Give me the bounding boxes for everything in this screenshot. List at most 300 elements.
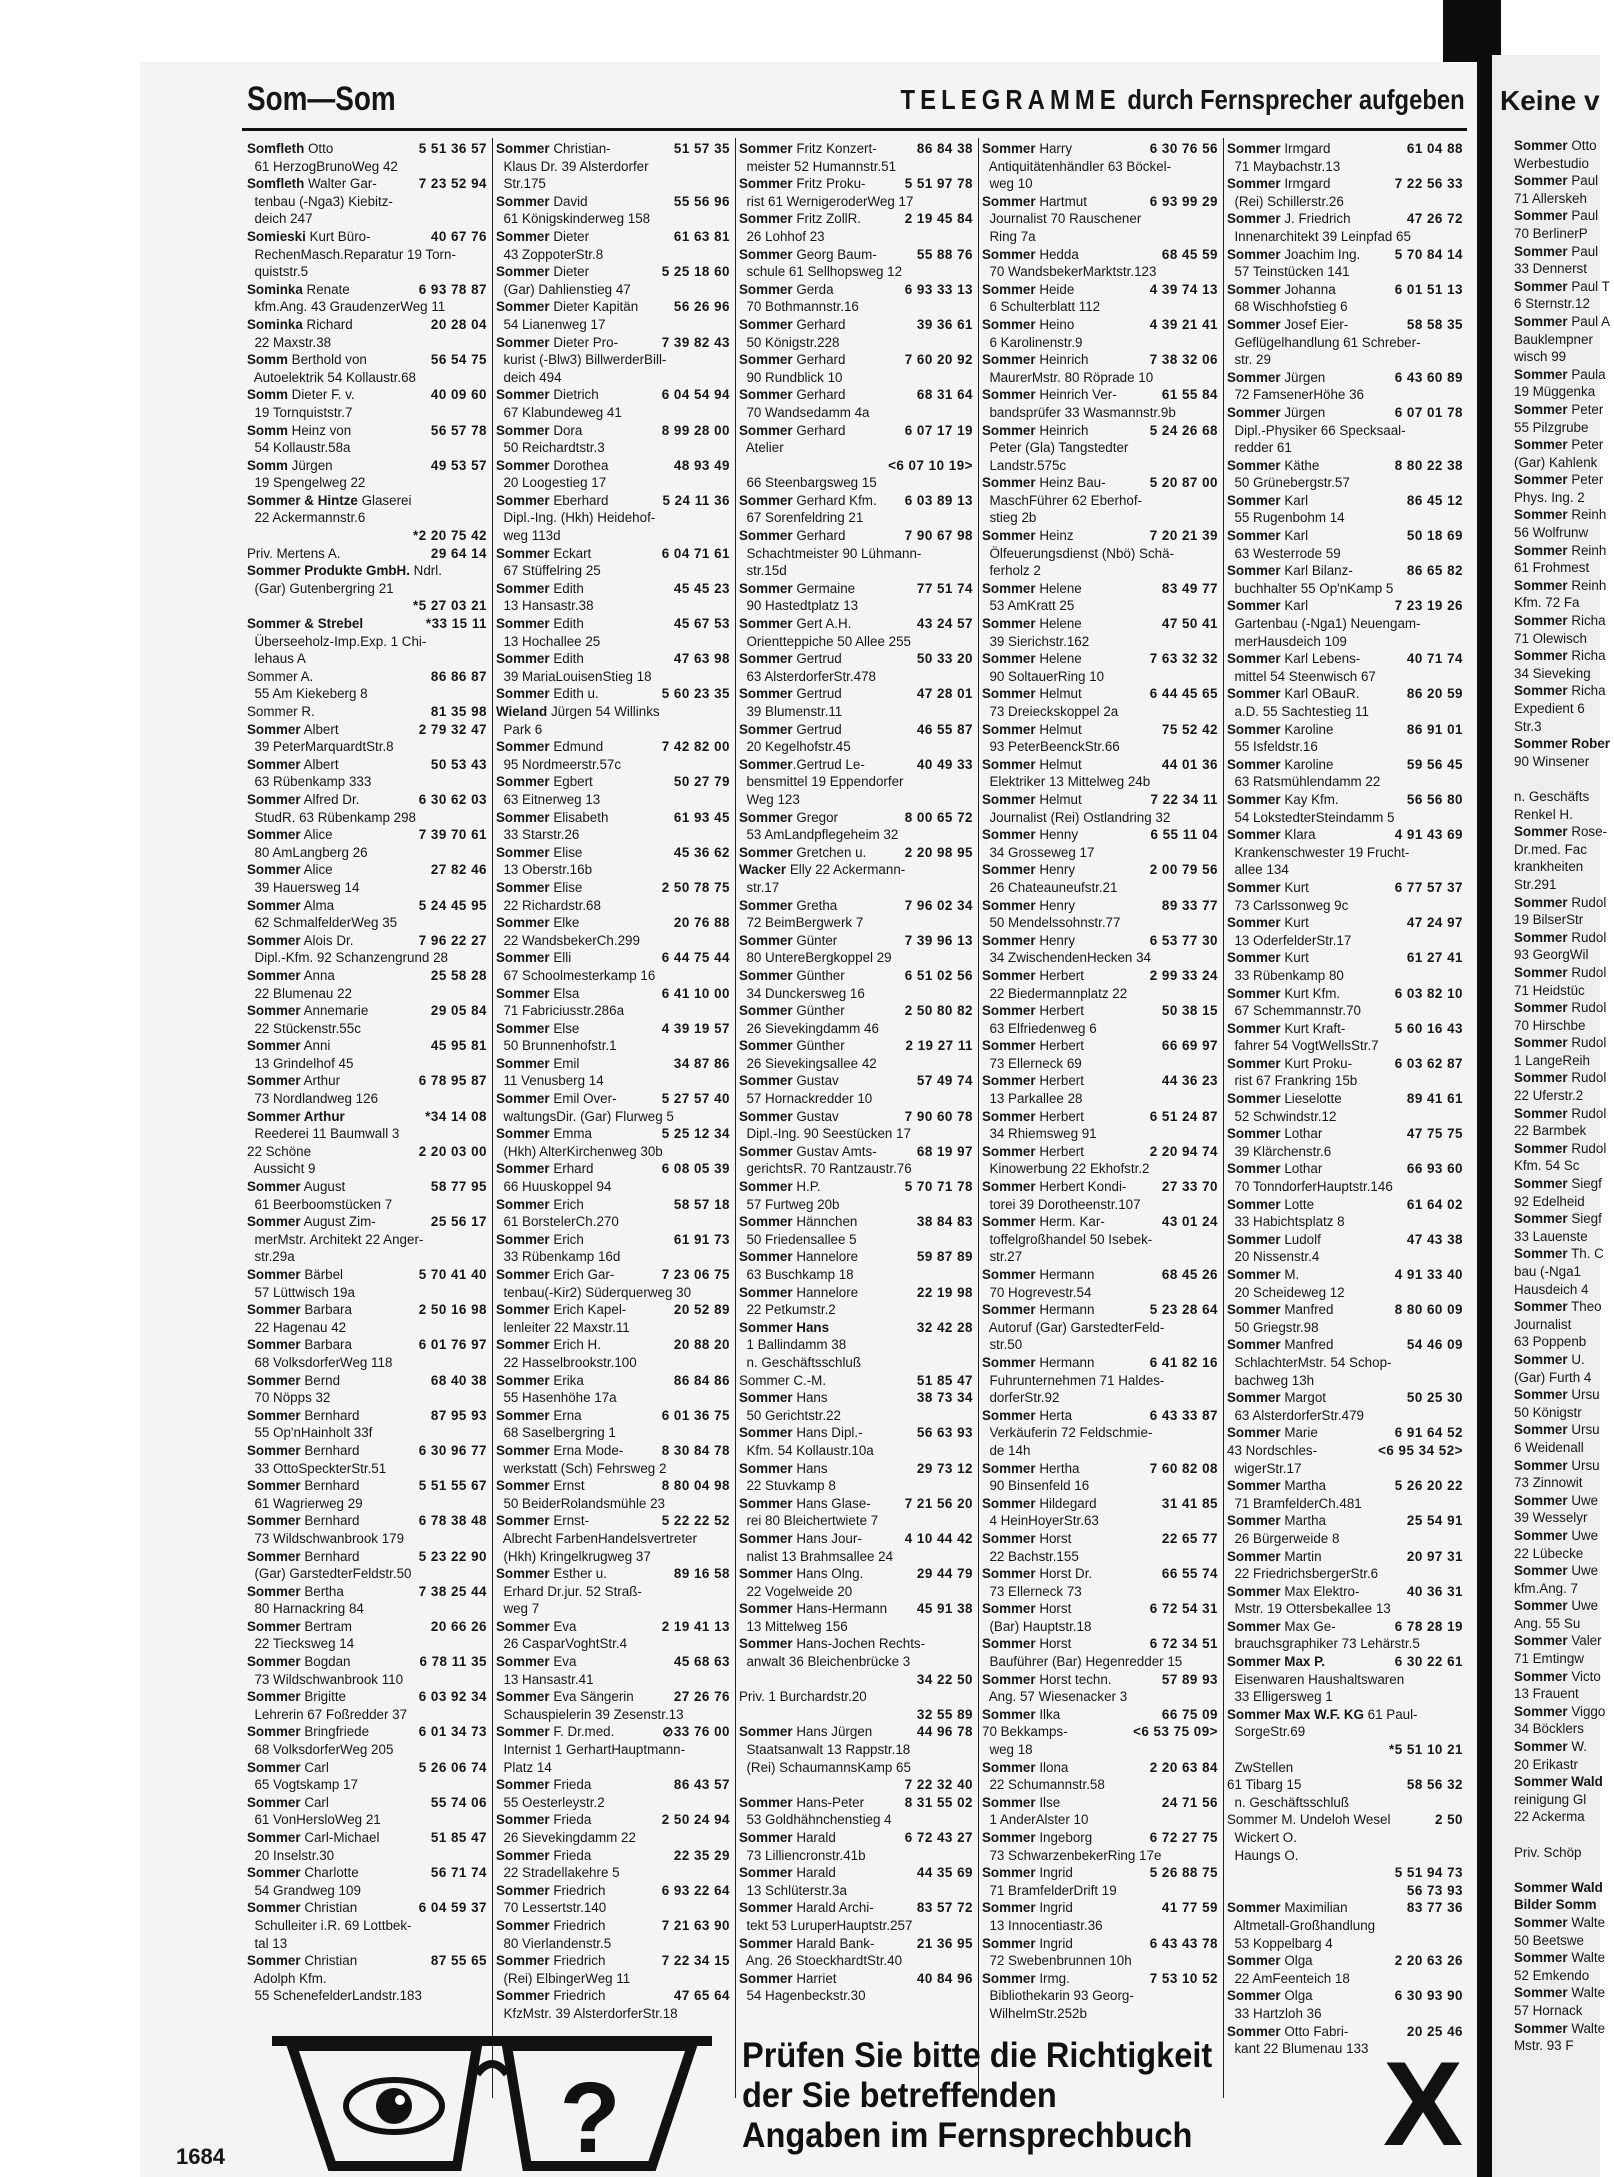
- phone-number: <6 95 34 52>: [1378, 1442, 1463, 1458]
- entry-address-line: 53 Goldhähnchenstieg 4: [739, 1812, 892, 1828]
- adjacent-entry-line: [1514, 1386, 1614, 1404]
- adjacent-surname: Sommer: [1514, 1563, 1568, 1579]
- entry-address-line: Klaus Dr. 39 Alsterdorfer: [496, 158, 649, 174]
- entry-details: Albert: [300, 721, 339, 737]
- adjacent-text: (Gar) Furth 4: [1514, 1369, 1592, 1385]
- adjacent-entry-line: [1514, 682, 1614, 700]
- phone-number: 5 26 06 74: [418, 1759, 487, 1775]
- entry-surname: Sommer: [739, 967, 793, 983]
- directory-entry: [247, 1688, 487, 1723]
- entry-details: Bernhard: [300, 1407, 360, 1423]
- entry-details: Edith: [549, 651, 584, 667]
- phone-number: 5 25 12 34: [661, 1126, 730, 1142]
- entry-address-line: rist 67 Frankring 15b: [1227, 1073, 1358, 1089]
- phone-number: 6 77 57 37: [1394, 879, 1463, 895]
- adjacent-entry-line: [1514, 436, 1614, 454]
- entry-address-line: 22 Maxstr.38: [247, 334, 332, 350]
- entry-address-line: tal 13: [247, 1935, 288, 1951]
- entry-address-line: 80 UntereBergkoppel 29: [739, 950, 892, 966]
- directory-entry: [496, 1512, 730, 1565]
- entry-address-line: 73 Carlssonweg 9c: [1227, 897, 1349, 913]
- entry-details: Henry: [1035, 897, 1076, 913]
- adjacent-entry-line: [1514, 454, 1614, 472]
- phone-number: 21 36 95: [916, 1935, 973, 1951]
- adjacent-entry-line: [1514, 1826, 1614, 1844]
- entry-surname: Sommer: [496, 228, 550, 244]
- entry-details: Herbert: [1035, 1003, 1084, 1019]
- phone-number: 6 51 24 87: [1149, 1108, 1218, 1124]
- entry-details: Erich H.: [549, 1337, 601, 1353]
- adjacent-text: Theo: [1567, 1299, 1602, 1315]
- phone-number: 44 36 23: [1161, 1073, 1218, 1089]
- adjacent-entry-line: [1514, 1474, 1614, 1492]
- entry-details: Maximilian: [1280, 1900, 1348, 1916]
- phone-number: 2 00 79 56: [1149, 862, 1218, 878]
- entry-address-line: buchhalter 55 Op'nKamp 5: [1227, 580, 1394, 596]
- directory-entry: [496, 914, 730, 949]
- phone-number: 43 01 24: [1161, 1214, 1218, 1230]
- entry-details: Ingrid: [1035, 1900, 1073, 1916]
- phone-number: 29 64 14: [430, 545, 487, 561]
- column-divider: [735, 138, 736, 2098]
- adjacent-surname: Sommer: [1514, 683, 1568, 699]
- entry-details: Ingrid: [1035, 1865, 1073, 1881]
- entry-address-line: 26 Sievekingdamm 22: [496, 1830, 636, 1845]
- directory-entry: [1227, 1336, 1463, 1389]
- directory-entry: [496, 879, 730, 914]
- entry-address-line: 26 CasparVoghtStr.4: [496, 1636, 628, 1652]
- directory-entry: [982, 246, 1218, 281]
- entry-details: Christian: [300, 1900, 358, 1916]
- telegram-rest: durch Fernsprecher aufgeben: [1121, 84, 1465, 115]
- phone-number: 47 28 01: [916, 686, 973, 702]
- entry-details: Edmund: [549, 739, 604, 755]
- entry-surname: Sommer: [496, 739, 550, 755]
- entry-surname: Sommer: [739, 352, 793, 368]
- adjacent-surname: Sommer Wald: [1514, 1774, 1603, 1790]
- adjacent-text: 71 Emtingw: [1514, 1651, 1584, 1667]
- entry-surname: Sommer: [247, 1830, 301, 1845]
- entry-surname: Sommer: [247, 721, 301, 737]
- directory-column-2: [496, 140, 730, 2100]
- entry-surname: Sommer: [739, 387, 793, 403]
- entry-details: Helene: [1035, 616, 1082, 632]
- entry-details: Carl: [300, 1794, 329, 1810]
- directory-entry: [1227, 879, 1463, 914]
- adjacent-text: Ursu: [1567, 1457, 1600, 1473]
- entry-details: Olga: [1280, 1953, 1313, 1969]
- adjacent-entry-line: [1514, 1457, 1614, 1475]
- entry-details: Heino: [1035, 316, 1075, 332]
- phone-number: 47 43 38: [1406, 1231, 1463, 1247]
- adjacent-entry-line: [1514, 278, 1614, 296]
- directory-entry: [982, 791, 1218, 826]
- entry-details: Karl: [1280, 598, 1309, 614]
- column-divider: [978, 138, 979, 2098]
- adjacent-text: [1514, 1827, 1518, 1842]
- entry-details: Ernst-: [549, 1513, 590, 1529]
- phone-number: 56 73 93: [1406, 1882, 1463, 1898]
- entry-details: Heinz Bau-: [1035, 475, 1106, 491]
- entry-surname: Sommer: [247, 1372, 301, 1388]
- directory-entry: [247, 1829, 487, 1864]
- entry-address-line: deich 247: [247, 211, 313, 227]
- phone-number: 40 84 96: [916, 1970, 973, 1986]
- entry-details: Horst: [1035, 1530, 1072, 1546]
- adjacent-text: n. Geschäfts: [1514, 788, 1590, 804]
- entry-details: Max Elektro-: [1280, 1583, 1360, 1599]
- adjacent-surname: Sommer: [1514, 1527, 1568, 1543]
- entry-address-line: lehaus A: [247, 651, 306, 667]
- adjacent-entry-line: [1514, 2002, 1614, 2020]
- adjacent-entry-line: [1514, 1984, 1614, 2002]
- entry-address-line: SchlachterMstr. 54 Schop-: [1227, 1354, 1392, 1370]
- phone-number: 29 05 84: [430, 1003, 487, 1019]
- entry-surname: Sommer: [739, 1284, 793, 1300]
- entry-address-line: 71 BramfelderCh.481: [1227, 1495, 1362, 1511]
- entry-surname: Sommer: [247, 1548, 301, 1564]
- entry-surname: Sommer: [1227, 1618, 1281, 1634]
- directory-entry: [496, 773, 730, 808]
- adjacent-text: Rudol: [1567, 1105, 1607, 1121]
- directory-entry: [739, 1794, 973, 1829]
- entry-surname: Sommer: [739, 1003, 793, 1019]
- entry-address-line: str.17: [739, 879, 780, 895]
- entry-details: Elise: [549, 879, 583, 895]
- entry-surname: Sommer: [739, 1143, 793, 1159]
- directory-entry: [1227, 1811, 1463, 1864]
- directory-entry: [496, 1653, 730, 1688]
- phone-number: 66 55 74: [1161, 1566, 1218, 1582]
- directory-entry: [247, 562, 487, 597]
- entry-details: Helene: [1035, 580, 1082, 596]
- directory-entry: [247, 422, 487, 457]
- adjacent-entry-line: [1514, 841, 1614, 859]
- directory-entry: [496, 650, 730, 685]
- entry-address-line: 71 Fabriciusstr.286a: [496, 1003, 625, 1019]
- adjacent-text: 63 Poppenb: [1514, 1334, 1587, 1350]
- phone-number: 75 52 42: [1161, 721, 1218, 737]
- directory-entry: [247, 281, 487, 316]
- adjacent-text: 93 GeorgWil: [1514, 947, 1589, 963]
- entry-surname: Sommer: [496, 1513, 550, 1529]
- entry-address-line: (Gar) GarstedterFeldstr.50: [247, 1566, 412, 1582]
- adjacent-surname: Sommer: [1514, 1598, 1568, 1614]
- phone-number: 20 76 88: [673, 915, 730, 931]
- adjacent-entry-line: [1514, 1333, 1614, 1351]
- entry-address-line: 1 AnderAlster 10: [982, 1812, 1089, 1828]
- entry-surname: Sommer: [739, 1390, 793, 1406]
- phone-number: 5 70 41 40: [418, 1267, 487, 1282]
- adjacent-text: krankheiten: [1514, 859, 1584, 875]
- entry-details: Fritz Proku-: [792, 176, 866, 192]
- entry-address-line: 50 Griegstr.98: [1227, 1319, 1319, 1335]
- entry-address-line: ZwStellen: [1227, 1759, 1294, 1775]
- entry-surname: Sommer: [1227, 1091, 1281, 1107]
- phone-number: 87 95 93: [430, 1407, 487, 1423]
- entry-surname: Sommer: [247, 1618, 301, 1634]
- entry-address-line: StudR. 63 Rübenkamp 298: [247, 809, 416, 825]
- entry-address-line: 13 Schlüterstr.3a: [739, 1882, 847, 1898]
- entry-surname: Sommer: [247, 967, 301, 983]
- entry-address-line: Dipl.-Physiker 66 Specksaal-: [1227, 422, 1406, 438]
- entry-details: Kay Kfm.: [1280, 791, 1339, 807]
- directory-entry: [739, 1372, 973, 1390]
- entry-address-line: 67 Schemmannstr.70: [1227, 1003, 1361, 1019]
- directory-entry: [739, 1635, 973, 1670]
- directory-entry: [496, 1301, 730, 1336]
- entry-address-line: 73 Nordlandweg 126: [247, 1091, 379, 1107]
- entry-address-line: 33 Habichtsplatz 8: [1227, 1214, 1345, 1230]
- entry-surname: Sommer: [982, 141, 1036, 156]
- phone-number: 4 39 74 13: [1149, 281, 1218, 297]
- adjacent-entry-line: [1514, 1157, 1614, 1175]
- entry-address-line: 20 Loogestieg 17: [496, 475, 607, 491]
- entry-surname: Sommer: [1227, 950, 1281, 966]
- entry-details: Gertrud: [792, 686, 842, 702]
- entry-surname: Sommer: [496, 580, 550, 596]
- directory-entry: [496, 1776, 730, 1811]
- directory-entry: [739, 1002, 973, 1037]
- adjacent-entry-line: [1514, 718, 1614, 736]
- directory-column-1: [247, 140, 487, 2100]
- entry-details: Emma: [549, 1126, 593, 1142]
- adjacent-text: Rudol: [1567, 1140, 1607, 1156]
- directory-entry: [1227, 650, 1463, 685]
- entry-surname: Sommer: [1227, 686, 1281, 702]
- directory-entry: [1227, 457, 1463, 492]
- adjacent-entry-line: [1514, 1298, 1614, 1316]
- entry-details: Erich: [549, 1231, 584, 1247]
- phone-number: 44 01 36: [1161, 756, 1218, 772]
- phone-number: 32 42 28: [916, 1319, 973, 1335]
- phone-number: 20 97 31: [1406, 1548, 1463, 1564]
- entry-address-line: bachweg 13h: [1227, 1372, 1315, 1388]
- entry-surname: Sommer: [496, 686, 550, 702]
- directory-entry: [739, 1248, 973, 1283]
- adjacent-text: Priv. Schöp: [1514, 1844, 1582, 1860]
- adjacent-entry-line: [1514, 295, 1614, 313]
- entry-surname: Sommer: [982, 1970, 1036, 1986]
- entry-address-line: 6 Schulterblatt 112: [982, 299, 1101, 315]
- entry-surname: Sommer: [496, 1407, 550, 1423]
- entry-surname: Sommer: [739, 1900, 793, 1916]
- adjacent-surname: Sommer: [1514, 507, 1568, 523]
- entry-surname: Sommer: [1227, 1126, 1281, 1142]
- entry-surname: Sommer: [739, 422, 793, 438]
- directory-entry: [1227, 1090, 1463, 1125]
- phone-number: 55 56 96: [673, 193, 730, 209]
- phone-number: 7 42 82 00: [661, 739, 730, 755]
- adjacent-text: Walte: [1567, 1914, 1606, 1930]
- phone-number: 34 87 86: [673, 1055, 730, 1071]
- phone-number: 6 04 59 37: [418, 1900, 487, 1916]
- adjacent-text: Paul A: [1567, 313, 1611, 329]
- entry-surname: Sommer: [739, 1038, 793, 1054]
- entry-address-line: 34 Rhiemsweg 91: [982, 1126, 1097, 1142]
- directory-entry: [1227, 1618, 1463, 1653]
- entry-surname: Sommer: [496, 1161, 550, 1177]
- entry-address-line: Orientteppiche 50 Allee 255: [739, 633, 911, 649]
- entry-address-line: lenleiter 22 Maxstr.11: [496, 1319, 630, 1335]
- adjacent-text: 61 Frohmest: [1514, 560, 1590, 576]
- entry-surname: Sommer: [1227, 1513, 1281, 1529]
- directory-entry: [247, 316, 487, 351]
- entry-details: [829, 1320, 833, 1335]
- phone-number: 7 22 56 33: [1394, 176, 1463, 192]
- phone-number: 7 38 25 44: [418, 1583, 487, 1599]
- directory-entry: [982, 1794, 1218, 1829]
- directory-entry: [496, 140, 730, 193]
- adjacent-text: Rose-: [1567, 824, 1608, 840]
- entry-surname: Sommer: [982, 721, 1036, 737]
- directory-entry: [1227, 1653, 1463, 1706]
- phone-number: 7 39 96 13: [904, 932, 973, 948]
- directory-entry: [982, 1143, 1218, 1178]
- entry-details: Gerhard: [792, 422, 846, 438]
- directory-entry: [739, 650, 973, 685]
- entry-details: Hannelore: [792, 1284, 859, 1300]
- entry-details: J. Friedrich: [1280, 211, 1351, 227]
- entry-details: Eberhard: [549, 492, 609, 508]
- entry-details: Irmg.: [1035, 1970, 1070, 1986]
- directory-entry: [1227, 1987, 1463, 2022]
- directory-entry: [982, 1301, 1218, 1354]
- entry-surname: Sommer: [247, 1214, 301, 1230]
- adjacent-entry-line: [1514, 1087, 1614, 1105]
- directory-entry: [496, 334, 730, 387]
- phone-number: 83 49 77: [1161, 580, 1218, 596]
- phone-number: 27 33 70: [1161, 1179, 1218, 1195]
- entry-address-line: 39 Sierichstr.162: [982, 633, 1090, 649]
- entry-address-line: 13 Mittelweg 156: [739, 1618, 848, 1634]
- adjacent-text: Rudol: [1567, 1070, 1607, 1086]
- adjacent-entry-line: [1514, 190, 1614, 208]
- entry-details: Alice: [300, 827, 333, 843]
- adjacent-entry-line: [1514, 788, 1614, 806]
- entry-details: Erna Mode-: [549, 1442, 624, 1458]
- adjacent-surname: Sommer Rober: [1514, 736, 1610, 752]
- phone-number: 86 91 01: [1406, 721, 1463, 737]
- entry-address-line: 53 Koppelbarg 4: [1227, 1935, 1333, 1951]
- entry-surname: Somm: [247, 387, 288, 403]
- entry-details: Alice: [300, 862, 333, 878]
- entry-surname: Sommer: [1227, 1020, 1281, 1036]
- adjacent-entry-line: [1514, 1703, 1614, 1721]
- adjacent-entry-line: [1514, 1545, 1614, 1563]
- phone-number: 86 43 57: [673, 1777, 730, 1793]
- phone-number: 48 93 49: [673, 457, 730, 473]
- entry-details: Hartmut: [1035, 193, 1087, 209]
- directory-entry: [496, 386, 730, 421]
- phone-number: 5 26 88 75: [1149, 1865, 1218, 1881]
- phone-number: 6 01 76 97: [418, 1337, 487, 1353]
- entry-surname: Sommer: [982, 1830, 1036, 1845]
- entry-address-line: 50 Grünebergstr.57: [1227, 475, 1350, 491]
- entry-surname: Sommer: [247, 1302, 301, 1318]
- directory-entry: [1227, 1477, 1463, 1512]
- directory-entry: [1227, 369, 1463, 404]
- entry-details: Elke: [549, 915, 580, 931]
- phone-number: 20 88 20: [673, 1337, 730, 1353]
- adjacent-entry-line: [1514, 1844, 1614, 1862]
- entry-details: Karl: [1280, 492, 1309, 508]
- directory-entry: [496, 1196, 730, 1231]
- entry-address-line: weg 10: [982, 176, 1033, 192]
- entry-details: Max Ge-: [1280, 1618, 1336, 1634]
- entry-details: Dietrich: [549, 387, 599, 403]
- entry-details: [247, 598, 251, 613]
- entry-details: Hildegard: [1035, 1495, 1097, 1511]
- ad-line-1: Prüfen Sie bitte die Richtigkeit: [742, 2036, 1213, 2075]
- phone-number: 68 31 64: [916, 387, 973, 403]
- phone-number: 4 39 19 57: [661, 1020, 730, 1036]
- entry-surname: Sommer: [982, 967, 1036, 983]
- entry-surname: Sommer: [496, 1020, 550, 1036]
- entry-address-line: Adolph Kfm.: [247, 1970, 327, 1986]
- adjacent-text: [1610, 736, 1614, 751]
- directory-entry: [982, 193, 1218, 246]
- entry-details: Albert: [300, 756, 339, 772]
- adjacent-entry-line: [1514, 630, 1614, 648]
- phone-number: 58 56 32: [1406, 1777, 1463, 1793]
- entry-surname: Sommer: [982, 1706, 1036, 1722]
- directory-entry: [496, 1160, 730, 1195]
- directory-entry: [982, 967, 1218, 1002]
- directory-entry: [982, 1759, 1218, 1794]
- phone-number: 6 30 22 61: [1394, 1654, 1463, 1670]
- entry-details: Gerhard: [792, 528, 846, 544]
- entry-address-line: 61 Wagrierweg 29: [247, 1495, 363, 1511]
- directory-entry: [739, 1723, 973, 1776]
- adjacent-entry-line: [1514, 1404, 1614, 1422]
- entry-address-line: str.15d: [739, 563, 787, 579]
- adjacent-surname: Sommer: [1514, 472, 1568, 488]
- entry-surname: Sommer: [1227, 211, 1281, 227]
- entry-address-line: 22 Bachstr.155: [982, 1548, 1079, 1564]
- entry-address-line: 63 Ratsmühlendamm 22: [1227, 774, 1381, 790]
- adjacent-entry-line: [1514, 1949, 1614, 1967]
- entry-details: Horst: [1035, 1601, 1072, 1617]
- adjacent-text: Werbestudio: [1514, 155, 1589, 171]
- entry-surname: Sommer: [1227, 1055, 1281, 1071]
- adjacent-entry-line: [1514, 735, 1614, 753]
- directory-entry: [982, 826, 1218, 861]
- adjacent-entry-line: [1514, 1245, 1614, 1263]
- directory-entry: [247, 1512, 487, 1547]
- phone-number: 77 51 74: [916, 580, 973, 596]
- directory-entry: [247, 791, 487, 826]
- adjacent-surname: Sommer: [1514, 824, 1568, 840]
- phone-number: 22 35 29: [673, 1847, 730, 1863]
- adjacent-text: 70 Hirschbe: [1514, 1017, 1586, 1033]
- adjacent-entry-line: [1514, 559, 1614, 577]
- adjacent-surname: Bilder Somm: [1514, 1897, 1597, 1913]
- phone-number: 20 25 46: [1406, 2023, 1463, 2039]
- directory-entry: [739, 1706, 973, 1724]
- phone-number: 57 89 93: [1161, 1671, 1218, 1687]
- directory-entry: [496, 457, 730, 492]
- entry-surname: Sommer: [982, 387, 1036, 403]
- directory-entry: [739, 580, 973, 615]
- entry-address-line: Gartenbau (-Nga1) Neuengam-: [1227, 616, 1421, 632]
- directory-entry: [982, 1037, 1218, 1072]
- phone-number: <6 07 10 19>: [888, 457, 973, 473]
- adjacent-entry-line: [1514, 506, 1614, 524]
- entry-address-line: 67 Schoolmesterkamp 16: [496, 967, 656, 983]
- phone-number: 40 71 74: [1406, 651, 1463, 667]
- entry-address-line: Schauspielerin 39 Zesenstr.13: [496, 1706, 684, 1722]
